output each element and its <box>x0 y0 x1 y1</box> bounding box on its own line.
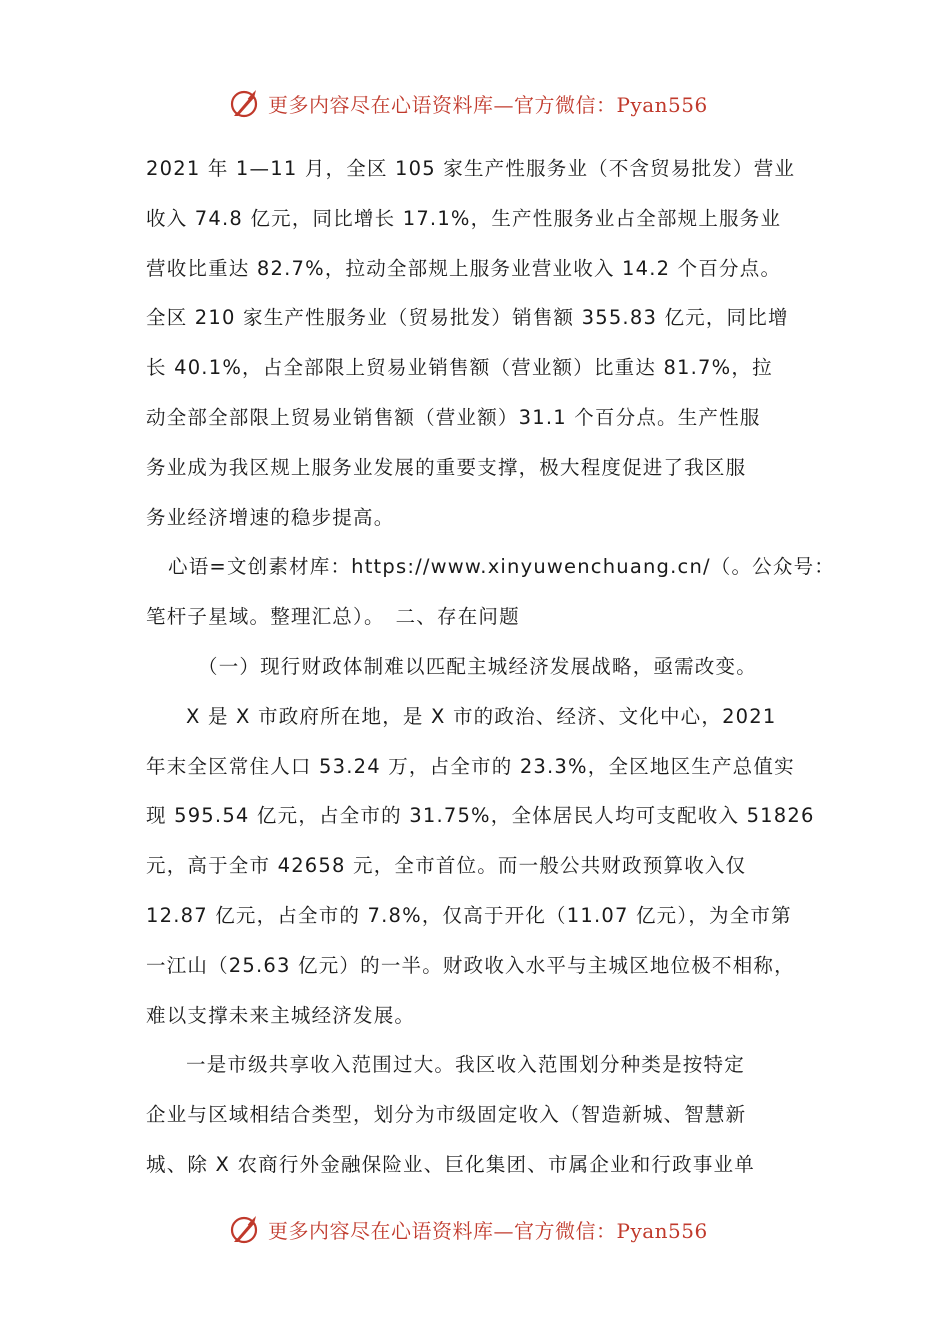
body-text <box>146 144 835 1190</box>
text-line: 年末全区常住人口 53.24 万，占全市的 23.3%，全区地区生产总值实 <box>146 754 795 778</box>
text-line: 一是市级共享收入范围过大。我区收入范围划分种类是按特定 <box>186 1053 745 1077</box>
text-line: 城、除 X 农商行外金融保险业、巨化集团、市属企业和行政事业单 <box>146 1152 755 1176</box>
text-line: 2021 年 1—11 月，全区 105 家生产性服务业（不含贸易批发）营业 <box>146 157 796 180</box>
footer-banner <box>228 1209 748 1249</box>
pen-nib-logo-icon <box>228 86 262 120</box>
text-line: 笔杆子星域。整理汇总）。 二、存在问题 <box>146 605 520 629</box>
text-line: 一江山（25.63 亿元）的一半。财政收入水平与主城区地位极不相称， <box>146 953 795 977</box>
footer-banner-text: 更多内容尽在心语资料库—官方微信：Pyan556 <box>268 1218 708 1243</box>
text-line: 现 595.54 亿元，占全市的 31.75%，全体居民人均可支配收入 51826 <box>146 804 815 828</box>
text-line: 营收比重达 82.7%，拉动全部规上服务业营业收入 14.2 个百分点。 <box>146 256 782 280</box>
text-line: 心语=文创素材库：https://www.xinyuwenchuang.cn/（。公众号： <box>168 555 835 579</box>
text-line: 元，高于全市 42658 元，全市首位。而一般公共财政预算收入仅 <box>146 854 747 878</box>
text-line: 务业成为我区规上服务业发展的重要支撑，极大程度促进了我区服 <box>146 455 747 479</box>
text-line: 12.87 亿元，占全市的 7.8%，仅高于开化（11.07 亿元），为全市第 <box>146 903 792 927</box>
text-line: 难以支撑未来主城经济发展。 <box>146 1003 416 1027</box>
text-line: 收入 74.8 亿元，同比增长 17.1%，生产性服务业占全部规上服务业 <box>146 206 782 230</box>
text-line: 长 40.1%，占全部限上贸易业销售额（营业额）比重达 81.7%，拉 <box>146 356 773 380</box>
pen-nib-logo-icon <box>228 1212 262 1246</box>
text-line: 动全部全部限上贸易业销售额（营业额）31.1 个百分点。生产性服 <box>146 405 761 429</box>
text-line: 务业经济增速的稳步提高。 <box>146 505 395 529</box>
section-heading: （一）现行财政体制难以匹配主城经济发展战略，亟需改变。 <box>198 654 757 678</box>
text-line: 全区 210 家生产性服务业（贸易批发）销售额 355.83 亿元，同比增 <box>146 306 789 330</box>
text-line: 企业与区域相结合类型，划分为市级固定收入（智造新城、智慧新 <box>146 1103 747 1127</box>
header-banner-text: 更多内容尽在心语资料库—官方微信：Pyan556 <box>268 92 708 117</box>
text-line: X 是 X 市政府所在地，是 X 市的政治、经济、文化中心，2021 <box>186 704 777 728</box>
header-banner <box>228 83 748 123</box>
